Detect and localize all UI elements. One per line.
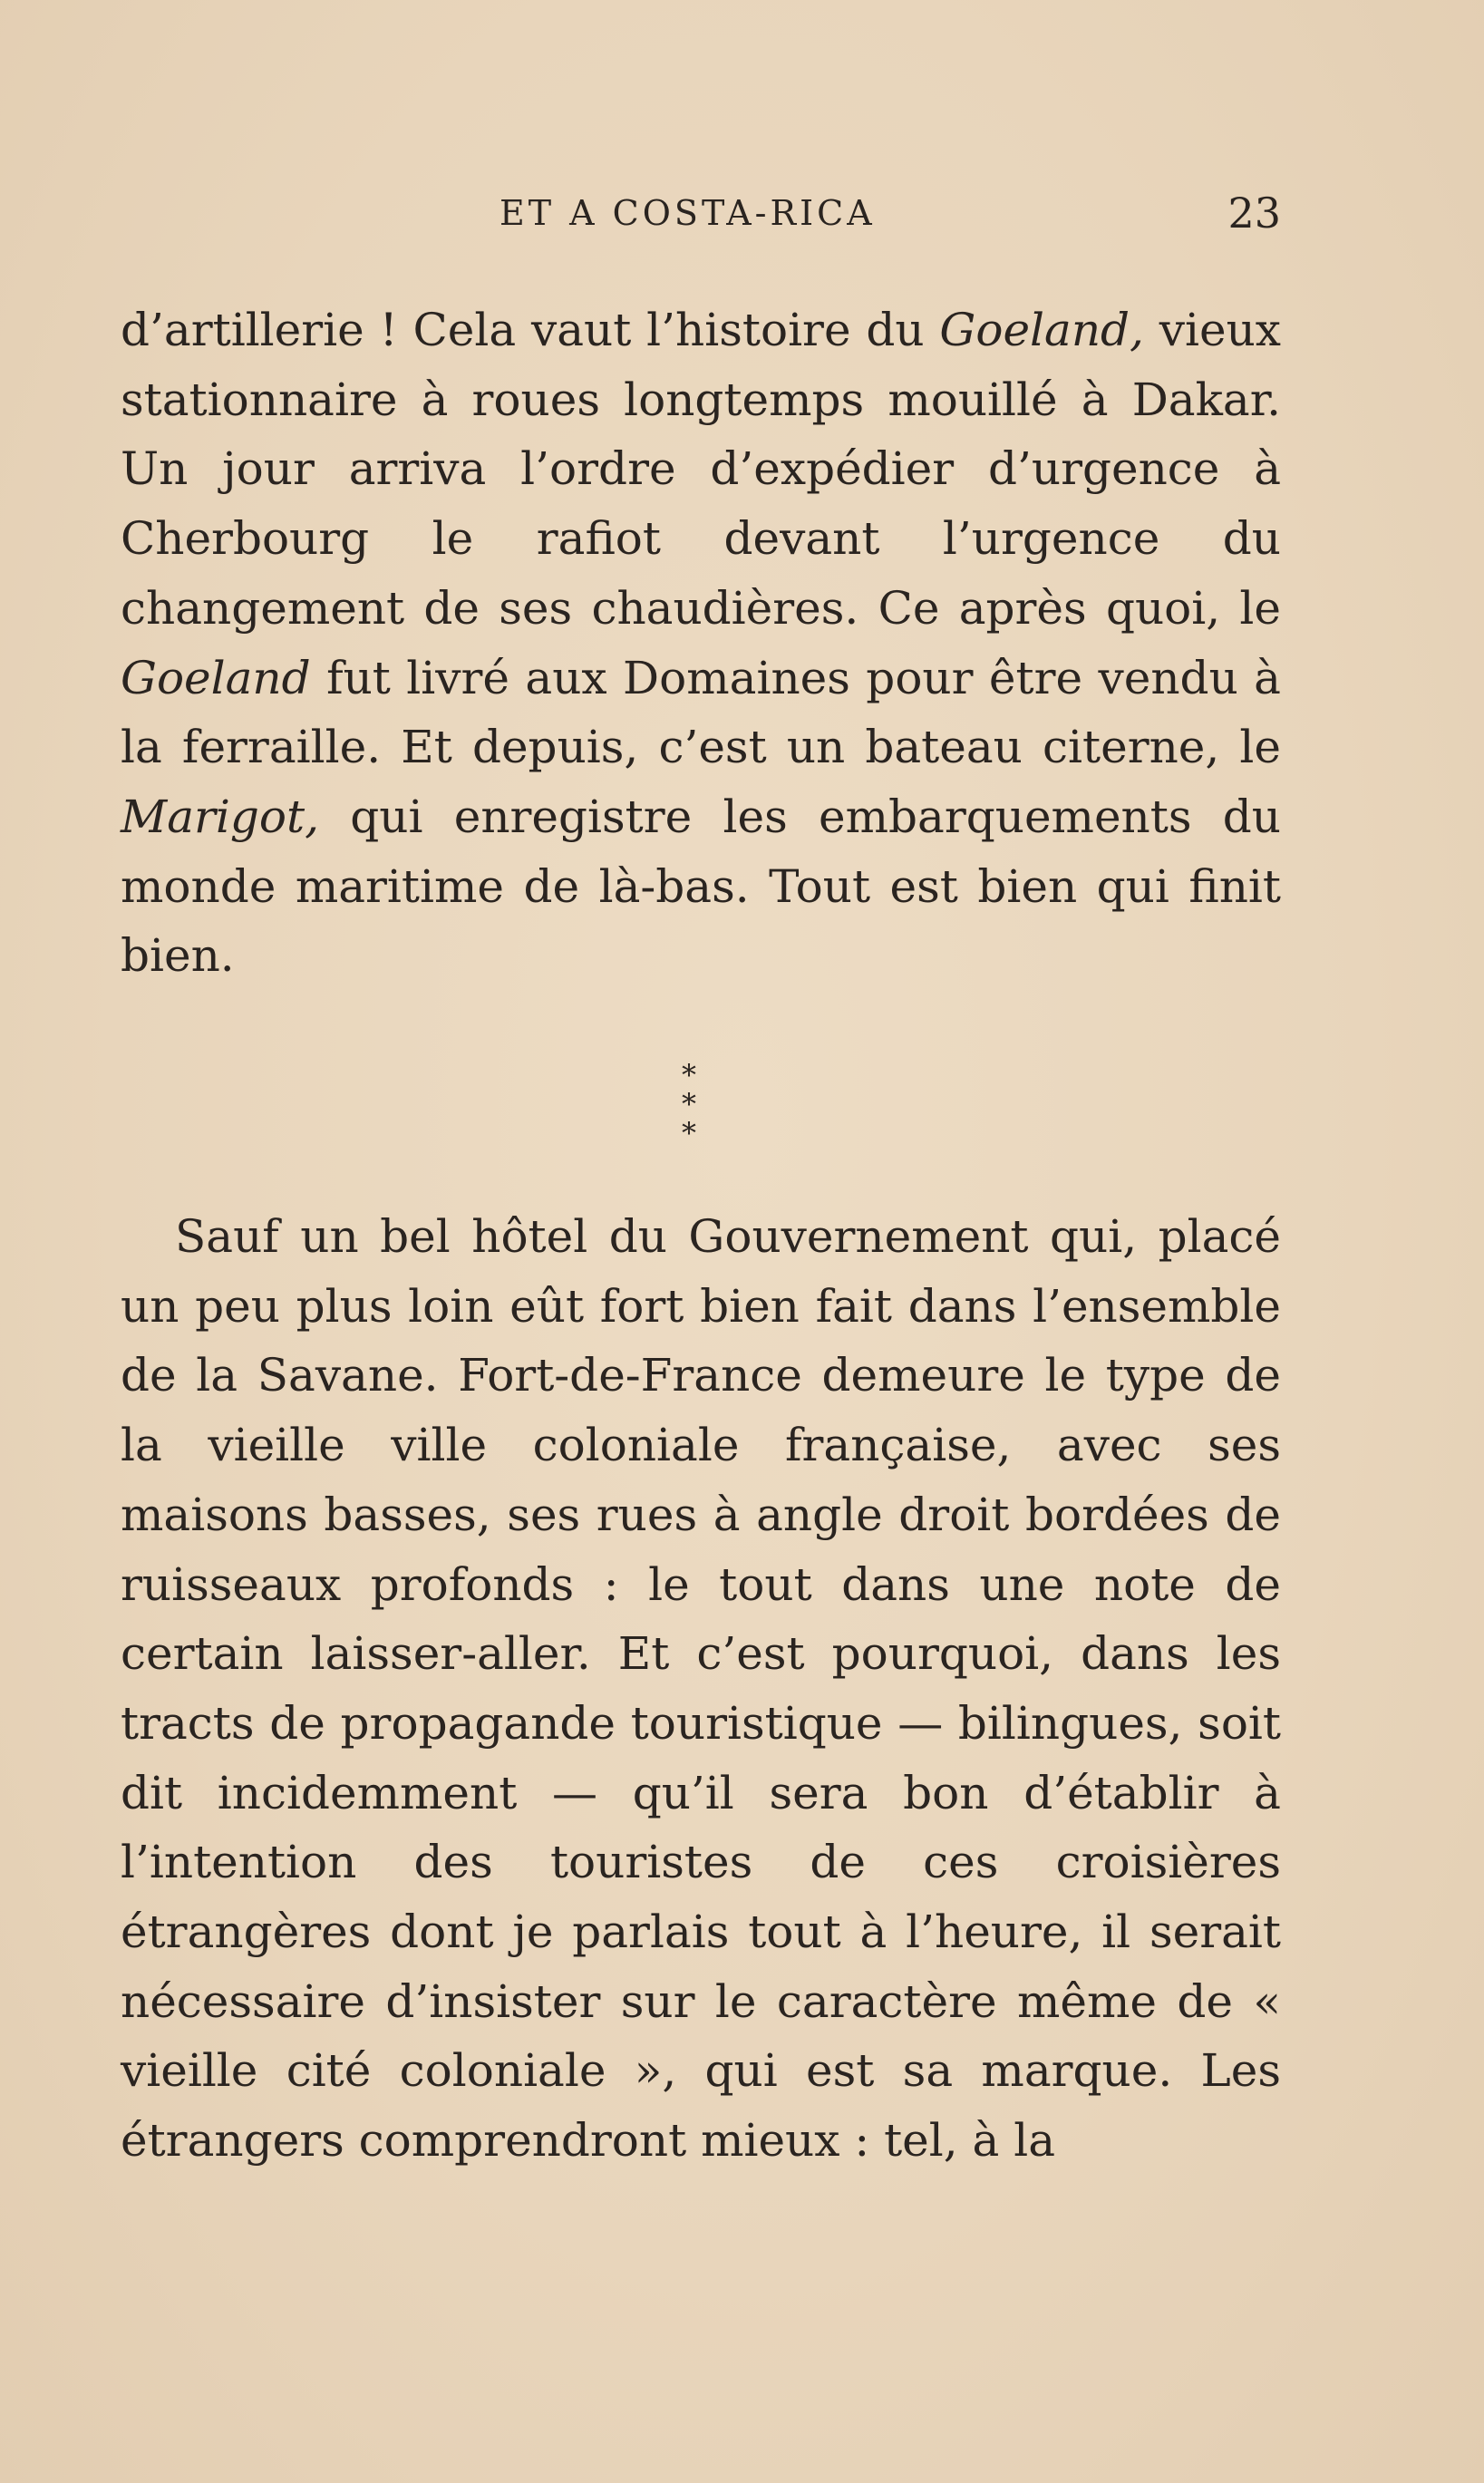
asterism-top: * — [682, 1058, 696, 1092]
asterism-separator — [635, 1058, 743, 1150]
running-title: ET A COSTA-RICA — [500, 193, 876, 233]
paragraph-1-text-d: qui enregistre les embarquements du monde maritime de là-bas. Tout est bien qui finit bien. — [121, 790, 1281, 983]
running-head — [121, 186, 1281, 240]
asterism-bottom: * * — [682, 1087, 716, 1150]
paragraph-2: Sauf un bel hôtel du Gouvernement qui, placé un peu plus loin eût fort bien fait dans l’ensemble de la Savane. Fort-de-France demeure le type de la vieille ville coloniale française, avec ses maisons basses, ses rues à angle droit bordées de ruisseaux profonds : le tout dans une note de certain laisser-aller. Et c’est pourquoi, dans les tracts de propagande touristique — bilingues, soit dit incidemment — qu’il sera bon d’établir à l’intention des touristes de ces croisières étrangères dont je parlais tout à l’heure, il serait nécessaire d’insister sur le caractère même de « vieille cité coloniale », qui est sa marque. Les étrangers comprendront mieux : tel, à la — [121, 1210, 1281, 2168]
ship-name-goeland: Goeland, — [939, 304, 1144, 356]
paragraph-1 — [121, 296, 1281, 991]
ship-name-marigot: Marigot, — [121, 790, 319, 843]
paragraph-1-text-b: vieux stationnaire à roues longtemps mouillé à Dakar. Un jour arriva l’ordre d’expédier d’urgence à Cherbourg le rafiot devant l’urgence du changement de ses chaudières. Ce après quoi, le — [121, 304, 1282, 635]
page-number: 23 — [1227, 189, 1281, 238]
paragraph-1-text-a: d’artillerie ! Cela vaut l’histoire du — [121, 304, 940, 356]
ship-name-goeland-2: Goeland — [121, 651, 311, 704]
paragraph-1-text-c: fut livré aux Domaines pour être vendu à la ferraille. Et depuis, c’est un bateau citerne, le — [121, 651, 1281, 774]
